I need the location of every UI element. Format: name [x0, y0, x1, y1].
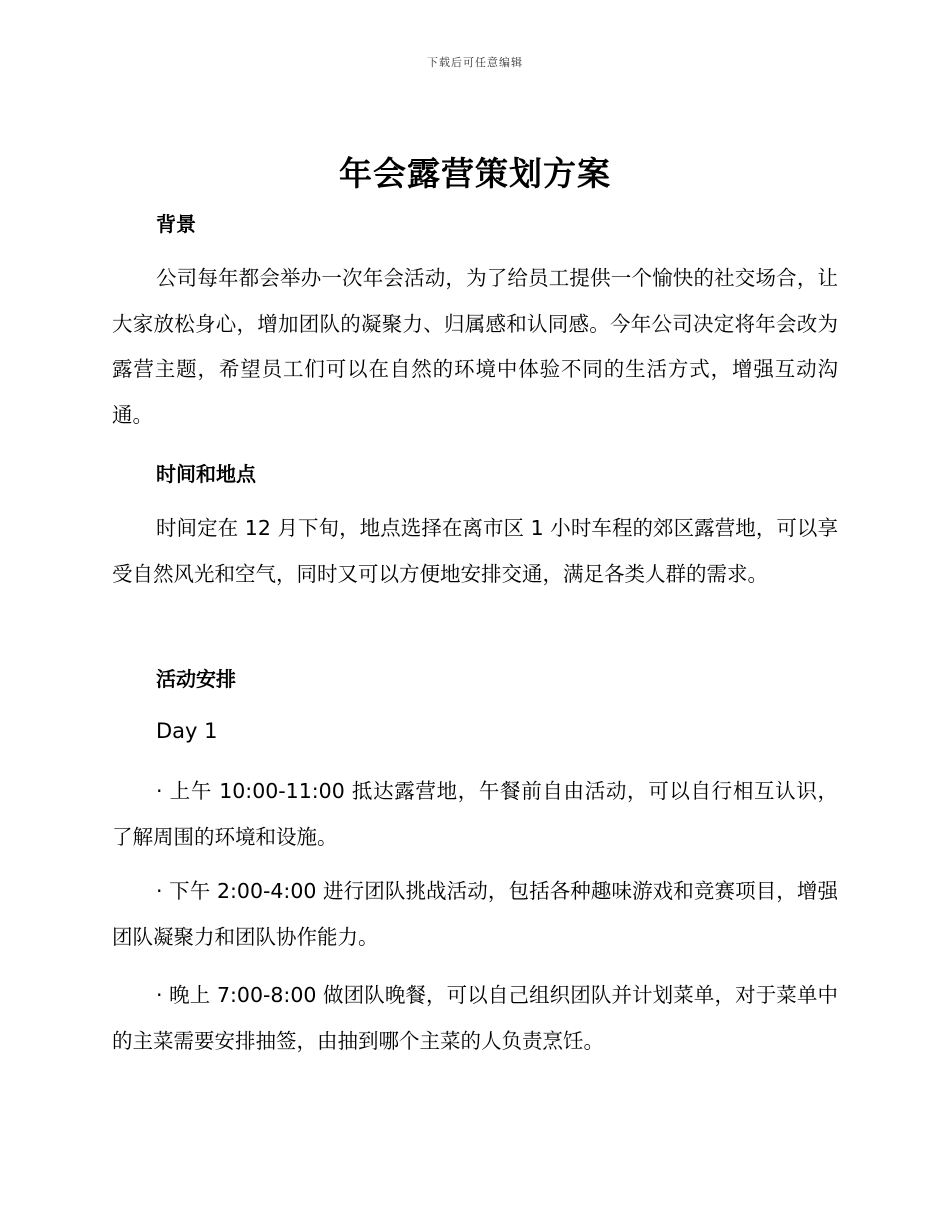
document-title: 年会露营策划方案 — [339, 154, 611, 193]
section-heading-background: 背景 — [156, 212, 196, 236]
header-note: 下载后可任意编辑 — [427, 56, 523, 69]
section-heading-activities: 活动安排 — [156, 667, 236, 691]
day1-item: · 晚上 7:00-8:00 做团队晚餐，可以自己组织团队并计划菜单，对于菜单中的主菜需要安排抽签，由抽到哪个主菜的人负责烹饪。 — [112, 983, 838, 1053]
time-place-paragraph: 时间定在 12 月下旬，地点选择在离市区 1 小时车程的郊区露营地，可以享受自然风光和空气，同时又可以方便地安排交通，满足各类人群的需求。 — [112, 516, 838, 586]
day1-item: · 上午 10:00-11:00 抵达露营地，午餐前自由活动，可以自行相互认识，了解周围的环境和设施。 — [112, 779, 838, 849]
day1-item: · 下午 2:00-4:00 进行团队挑战活动，包括各种趣味游戏和竞赛项目，增强团队凝聚力和团队协作能力。 — [112, 879, 838, 949]
section-heading-time-place: 时间和地点 — [156, 462, 256, 486]
day1-label: Day 1 — [156, 719, 218, 743]
background-paragraph: 公司每年都会举办一次年会活动，为了给员工提供一个愉快的社交场合，让大家放松身心，增加团队的凝聚力、归属感和认同感。今年公司决定将年会改为露营主题，希望员工们可以在自然的环境中体验不同的生活方式，增强互动沟通。 — [112, 266, 838, 427]
